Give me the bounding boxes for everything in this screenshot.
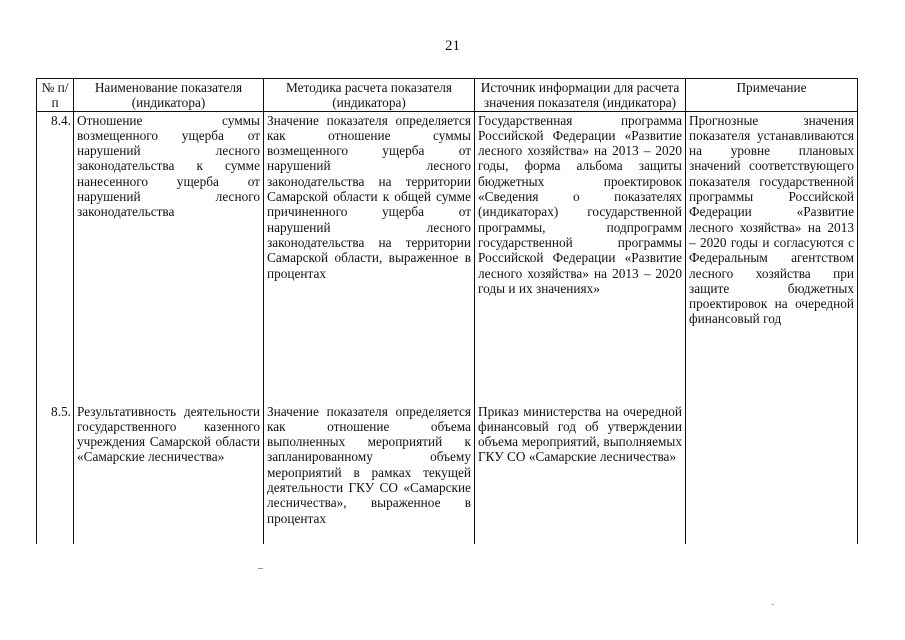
indicator-name: Отношение суммы возмещенного ущерба от нарушений лесного законодательства к сумме нанесенного ущерба от нарушений лесного законодательства	[74, 111, 264, 403]
calculation-method: Значение показателя определяется как отношение объема выполненных мероприятий к запланированному объему мероприятий в рамках текущей деятельности ГКУ СО «Самарские лесничества», выраженное в процентах	[264, 403, 475, 544]
note: Прогнозные значения показателя устанавливаются на уровне плановых значений соответствующего показателя государственной программы Российской Федерации «Развитие лесного хозяйства» на 2013 – 2020 годы и согласуются с Федеральным агентством лесного хозяйства при защите бюджетных проектировок на очередной финансовый год	[686, 111, 858, 403]
page-number: 21	[445, 38, 460, 54]
header-calculation-method: Методика расчета показателя (индикатора)	[264, 79, 475, 112]
table-row	[37, 111, 858, 403]
scan-speck	[772, 604, 774, 605]
information-source: Приказ министерства на очередной финансовый год об утверждении объема мероприятий, выполняемых ГКУ СО «Самарские лесничества»	[475, 403, 686, 544]
header-number: № п/п	[37, 79, 74, 112]
note	[686, 403, 858, 544]
header-note: Примечание	[686, 79, 858, 112]
header-indicator-name: Наименование показателя (индикатора)	[74, 79, 264, 112]
indicators-table	[36, 78, 858, 544]
table-header-row	[37, 79, 858, 112]
header-information-source: Источник информации для расчета значения показателя (индикатора)	[475, 79, 686, 112]
row-number: 8.5.	[37, 403, 74, 544]
table-row	[37, 403, 858, 544]
scan-speck	[258, 568, 263, 569]
row-number: 8.4.	[37, 111, 74, 403]
indicator-name: Результативность деятельности государственного казенного учреждения Самарской области «Самарские лесничества»	[74, 403, 264, 544]
calculation-method: Значение показателя определяется как отношение суммы возмещенного ущерба от нарушений лесного законодательства на территории Самарской области к общей сумме причиненного ущерба от нарушений лесного законодательства на территории Самарской области, выраженное в процентах	[264, 111, 475, 403]
information-source: Государственная программа Российской Федерации «Развитие лесного хозяйства» на 2013 – 2020 годы, форма альбома защиты бюджетных проектировок «Сведения о показателях (индикаторах) государственной программы, подпрограмм государственной программы Российской Федерации «Развитие лесного хозяйства» на 2013 – 2020 годы и их значениях»	[475, 111, 686, 403]
